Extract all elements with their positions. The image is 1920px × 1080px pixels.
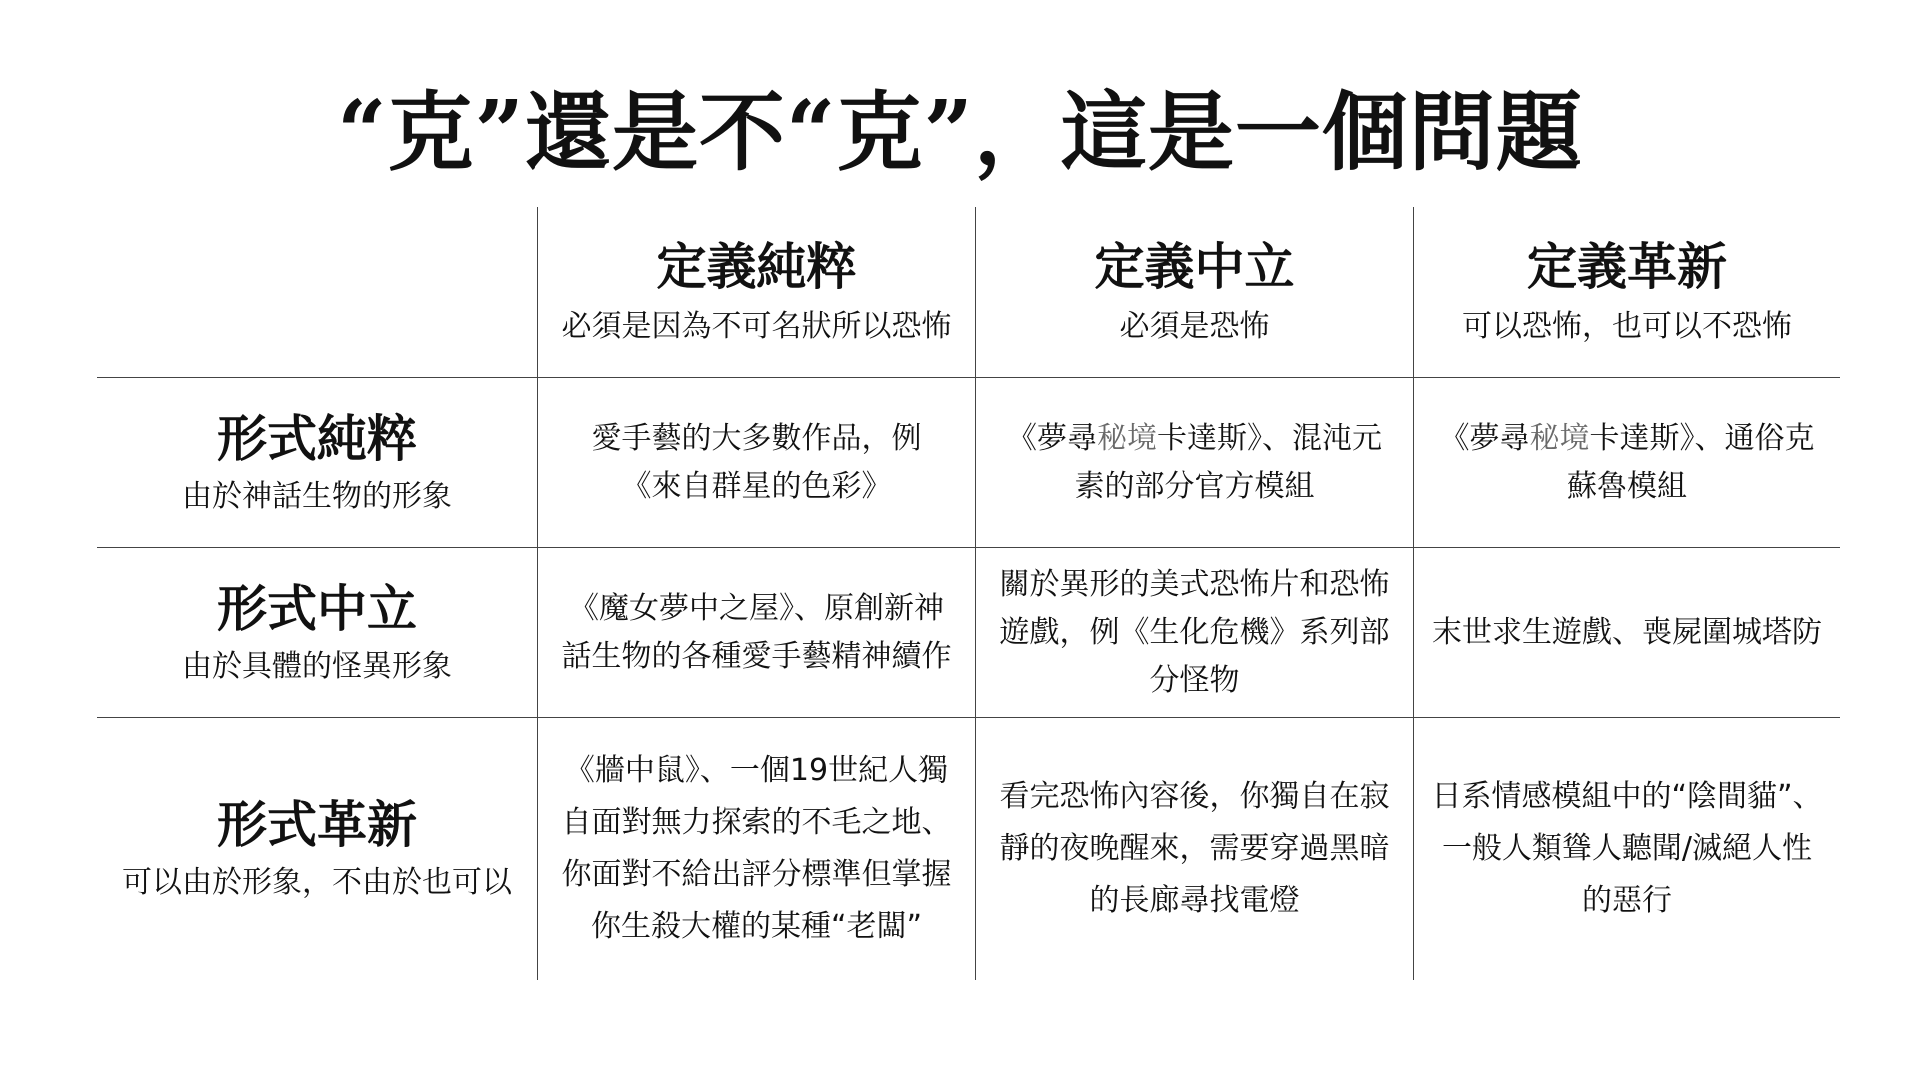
- cell-text: [1000, 561, 1390, 705]
- column-header-subtitle: 可以恐怖，也可以不恐怖: [1462, 309, 1792, 344]
- column-header-title: 定義中立: [1094, 237, 1295, 296]
- table-cell: [976, 548, 1413, 717]
- cell-text: [592, 415, 922, 511]
- column-header-subtitle: 必須是恐怖: [1119, 309, 1270, 344]
- table-cell: [538, 378, 975, 547]
- cell-text: [1007, 415, 1382, 511]
- column-header-subtitle: 必須是因為不可名狀所以恐怖: [561, 309, 952, 344]
- cell-line: 關於異形的美式恐怖片和恐怖: [999, 566, 1390, 602]
- cell-line: 遊戲，例《生化危機》系列部: [999, 614, 1390, 650]
- cell-text: [1000, 771, 1390, 927]
- column-header-title: 定義純粹: [656, 237, 857, 296]
- cell-text: [1440, 415, 1815, 511]
- cell-text: [1431, 771, 1822, 927]
- highlighted-text: 秘境: [1097, 420, 1157, 456]
- column-header-title: 定義革新: [1527, 237, 1727, 296]
- cell-line: 一般人類聳人聽聞/滅絕人性: [1441, 831, 1813, 866]
- cell-line: 的長廊尋找電燈: [1089, 883, 1300, 918]
- cell-line: 你面對不給出評分標準但掌握: [561, 857, 952, 892]
- cell-line: 《魔女夢中之屋》、原創新神: [569, 590, 944, 626]
- row-header-form-innovative: [97, 718, 537, 980]
- row-header-form-pure: [97, 378, 537, 547]
- table-cell: [976, 718, 1413, 980]
- cell-line: 話生物的各種愛手藝精神續作: [561, 638, 952, 674]
- cell-line: 《來自群星的色彩》: [621, 468, 892, 504]
- column-header-definition-pure: [538, 207, 975, 377]
- cell-line: 看完恐怖內容後，你獨自在寂: [999, 779, 1390, 814]
- cell-line: 愛手藝的大多數作品，例: [591, 420, 922, 456]
- cell-line: 《牆中鼠》、一個19世紀人獨: [564, 753, 949, 788]
- cell-text: [562, 745, 952, 953]
- cell-line: 《夢尋秘境卡達斯》、混沌元: [1007, 420, 1382, 456]
- row-header-form-neutral: [97, 548, 537, 717]
- column-header-definition-innovative: [1414, 207, 1840, 377]
- table-cell: [538, 718, 975, 980]
- table-cell: [1414, 718, 1840, 980]
- cell-line: 的惡行: [1582, 883, 1672, 918]
- cell-line: 素的部分官方模組: [1074, 468, 1315, 504]
- row-header-subtitle: 由於具體的怪異形象: [182, 648, 452, 684]
- row-header-title: 形式中立: [217, 578, 417, 638]
- table-cell: [1414, 378, 1840, 547]
- cell-line: 蘇魯模組: [1567, 468, 1687, 504]
- row-header-subtitle: 可以由於形象，不由於也可以: [122, 865, 512, 900]
- row-header-title: 形式革新: [217, 795, 417, 854]
- cell-line: 靜的夜晚醒來，需要穿過黑暗: [999, 831, 1390, 866]
- table-cell: [538, 548, 975, 717]
- cell-text: [562, 585, 952, 681]
- cell-line: 自面對無力探索的不毛之地、: [561, 805, 952, 840]
- column-header-definition-neutral: [976, 207, 1413, 377]
- cell-line: 分怪物: [1149, 662, 1240, 698]
- highlighted-text: 秘境: [1529, 420, 1590, 456]
- row-header-subtitle: 由於神話生物的形象: [182, 478, 452, 514]
- cell-line: 《夢尋秘境卡達斯》、通俗克: [1439, 420, 1815, 456]
- cell-text: [1432, 609, 1822, 657]
- row-header-title: 形式純粹: [217, 408, 417, 468]
- cell-line: 日系情感模組中的“陰間貓”、: [1431, 779, 1823, 814]
- cell-line: 末世求生遊戲、喪屍圍城塔防: [1432, 614, 1822, 650]
- page-title: “克”還是不“克”，這是一個問題: [337, 82, 1583, 183]
- table-cell: [976, 378, 1413, 547]
- cell-line: 你生殺大權的某種“老闆”: [590, 909, 923, 944]
- table-cell: [1414, 548, 1840, 717]
